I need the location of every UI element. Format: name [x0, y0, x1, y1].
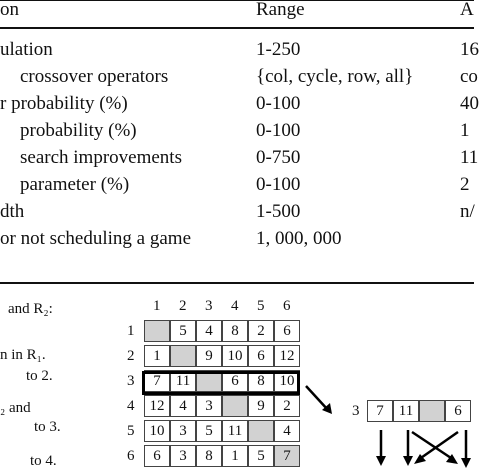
table-cell-name: search improvements	[20, 147, 182, 168]
arrow-to-row-icon	[300, 380, 340, 420]
table-cell-value: n/	[460, 201, 475, 222]
table-cell-name: parameter (%)	[20, 174, 130, 195]
matrix-cell: 6	[144, 445, 170, 467]
matrix-col-label: 1	[153, 298, 161, 314]
matrix-cell: 1	[144, 345, 170, 367]
matrix-cell: 1	[222, 445, 248, 467]
extracted-cell	[419, 400, 445, 422]
matrix-cell: 3	[170, 445, 196, 467]
matrix-cell	[170, 345, 196, 367]
matrix-row-label: 1	[127, 323, 135, 339]
matrix-cell: 11	[222, 420, 248, 442]
table-header-rule	[0, 27, 474, 29]
extracted-row-label: 3	[352, 403, 360, 419]
extracted-cell: 7	[367, 400, 393, 422]
matrix-cell: 12	[274, 345, 300, 367]
table-cell-name: crossover operators	[20, 66, 169, 87]
matrix-cell: 3	[196, 395, 222, 417]
matrix-cell: 8	[196, 445, 222, 467]
table-cell-value: 40	[460, 93, 479, 114]
matrix-cell: 5	[196, 420, 222, 442]
matrix-cell: 7	[144, 370, 170, 392]
matrix-cell: 4	[274, 420, 300, 442]
caption-line: n in R₁.	[0, 347, 46, 363]
table-cell-range: 0-100	[256, 93, 301, 114]
table-cell-range: 1-250	[256, 39, 301, 60]
matrix-col-label: 4	[231, 298, 239, 314]
matrix-cell	[222, 395, 248, 417]
table-cell-range: 1-500	[256, 201, 301, 222]
matrix-cell: 2	[274, 395, 300, 417]
caption-line: to 4.	[30, 453, 57, 469]
table-cell-range: 1, 000, 000	[256, 228, 342, 249]
table-cell-name: or not scheduling a game	[0, 228, 192, 249]
matrix-cell	[248, 420, 274, 442]
matrix-cell: 6	[274, 320, 300, 342]
caption-line: to 2.	[26, 368, 53, 384]
table-cell-name: r probability (%)	[0, 93, 128, 114]
matrix-cell: 11	[170, 370, 196, 392]
table-header-range: Range	[256, 0, 305, 20]
matrix-col-label: 2	[179, 298, 187, 314]
matrix-cell: 8	[222, 320, 248, 342]
table-header-value: A	[460, 0, 474, 20]
table-cell-name: ulation	[0, 39, 53, 60]
caption-line: to 3.	[34, 419, 61, 435]
matrix-row-label: 2	[127, 348, 135, 364]
table-header-option: on	[0, 0, 19, 20]
matrix-cell: 4	[170, 395, 196, 417]
table-cell-range: 0-750	[256, 147, 301, 168]
table-cell-value: 2	[460, 174, 470, 195]
matrix-cell	[144, 320, 170, 342]
matrix-row-label: 4	[127, 398, 135, 414]
extracted-cell: 6	[445, 400, 471, 422]
matrix-cell: 10	[274, 370, 300, 392]
matrix-cell: 9	[248, 395, 274, 417]
matrix-cell: 6	[222, 370, 248, 392]
matrix-col-label: 6	[283, 298, 291, 314]
table-cell-range: 0-100	[256, 120, 301, 141]
caption-line: ₂ and	[0, 400, 31, 416]
swap-arrows-icon	[366, 428, 474, 474]
matrix-row-label: 5	[127, 423, 135, 439]
table-cell-name: dth	[0, 201, 25, 222]
caption-line: and R₂:	[8, 301, 53, 317]
table-cell-name: probability (%)	[20, 120, 137, 141]
table-top-rule	[0, 0, 474, 1]
matrix-cell: 6	[248, 345, 274, 367]
table-cell-value: co	[460, 66, 478, 87]
table-cell-range: {col, cycle, row, all}	[256, 66, 414, 87]
table-cell-value: 11	[460, 147, 479, 168]
matrix-cell: 4	[196, 320, 222, 342]
matrix-cell: 12	[144, 395, 170, 417]
table-cell-value: 1	[460, 120, 470, 141]
matrix-row-label: 6	[127, 448, 135, 464]
matrix-col-label: 3	[205, 298, 213, 314]
matrix-cell: 9	[196, 345, 222, 367]
matrix-col-label: 5	[257, 298, 265, 314]
table-cell-value: 16	[460, 39, 479, 60]
table-cell-range: 0-100	[256, 174, 301, 195]
matrix-cell: 8	[248, 370, 274, 392]
matrix-cell: 10	[144, 420, 170, 442]
matrix-cell: 5	[170, 320, 196, 342]
matrix-cell: 2	[248, 320, 274, 342]
matrix-cell: 10	[222, 345, 248, 367]
matrix-cell: 3	[170, 420, 196, 442]
table-bottom-rule	[0, 282, 474, 284]
highlighted-row-box	[142, 371, 300, 395]
matrix-cell: 7	[274, 445, 300, 467]
extracted-cell: 11	[393, 400, 419, 422]
matrix-row-label: 3	[127, 373, 135, 389]
matrix-cell: 5	[248, 445, 274, 467]
